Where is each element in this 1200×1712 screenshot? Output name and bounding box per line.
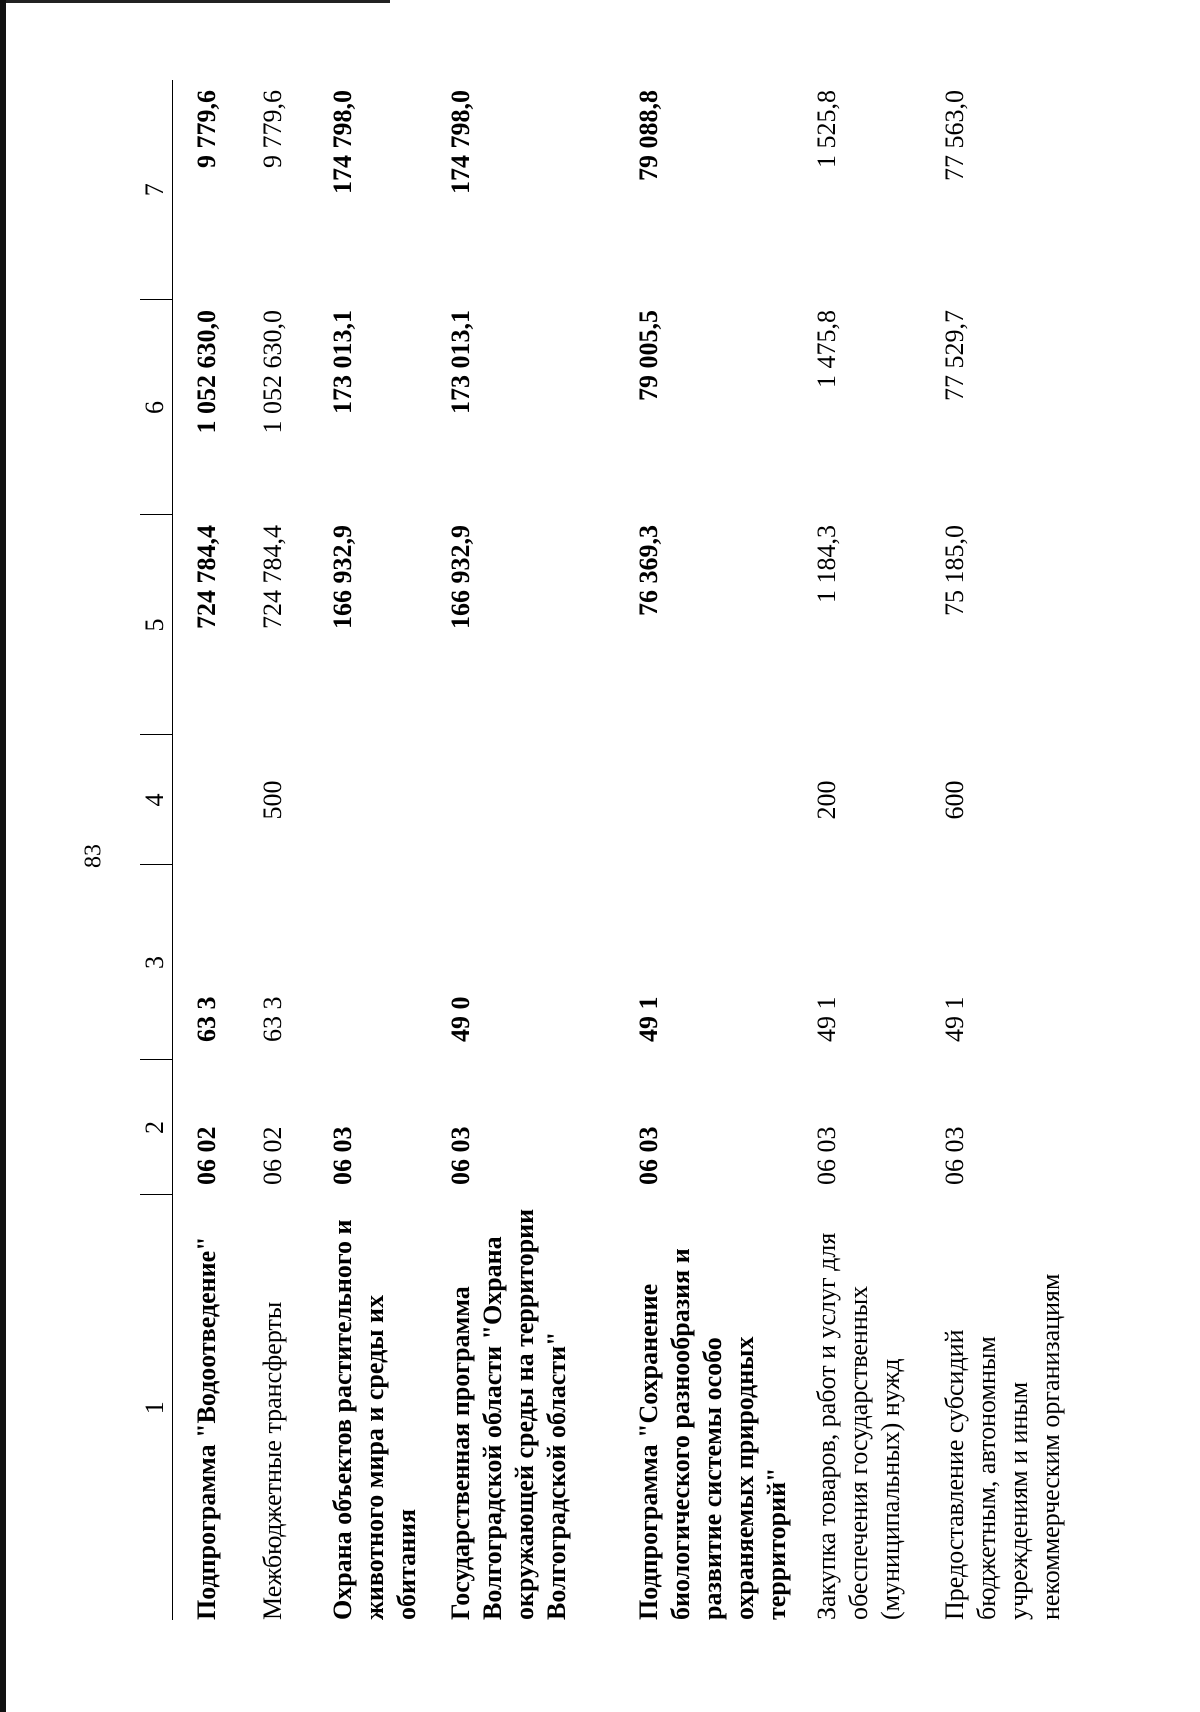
table-row [615, 80, 793, 1620]
row-section: 06 03 [812, 1126, 841, 1185]
table-row [173, 80, 240, 1620]
row-value-6: 1 052 630,0 [258, 310, 287, 434]
table-row [239, 80, 309, 1620]
row-value-5: 166 932,9 [446, 525, 475, 629]
row-section: 06 02 [258, 1126, 287, 1185]
header-col-7: 7 [140, 80, 173, 300]
table-row [427, 80, 615, 1620]
row-section: 06 03 [446, 1126, 475, 1185]
scan-edge-top [0, 0, 390, 3]
row-value-7: 79 088,8 [634, 90, 663, 181]
header-col-2: 2 [140, 1060, 173, 1195]
row-value-6: 77 529,7 [940, 310, 969, 401]
row-expense-type: 500 [258, 780, 287, 820]
row-target: 49 1 [812, 996, 841, 1042]
row-value-5: 1 184,3 [812, 525, 841, 603]
row-value-6: 1 475,8 [812, 310, 841, 388]
row-target: 49 1 [940, 996, 969, 1042]
row-target: 63 3 [192, 996, 221, 1042]
row-name: Охрана объектов растительного и животного мира и среды их обитания [328, 1219, 421, 1620]
row-expense-type [309, 735, 427, 865]
row-value-5: 724 784,4 [258, 525, 287, 629]
row-name: Государственная программа Волгоградской области "Охрана окружающей среды на территории Волгоградской области" [446, 1208, 571, 1620]
row-section: 06 03 [328, 1126, 357, 1185]
header-col-1: 1 [140, 1195, 173, 1620]
rotated-table-container [140, 80, 1140, 1620]
row-name: Предоставление субсидий бюджетным, автономным учреждениям и иным некоммерческим организациям [940, 1273, 1065, 1620]
row-name: Подпрограмма "Водоотведение" [192, 1236, 221, 1620]
scan-edge-left [0, 0, 6, 1712]
row-value-7: 1 525,8 [812, 90, 841, 168]
row-value-5: 76 369,3 [634, 525, 663, 616]
row-expense-type: 200 [812, 780, 841, 820]
header-col-5: 5 [140, 515, 173, 735]
row-value-7: 9 779,6 [258, 90, 287, 168]
row-value-5: 75 185,0 [940, 525, 969, 616]
row-section: 06 03 [940, 1126, 969, 1185]
row-expense-type [615, 735, 793, 865]
header-col-6: 6 [140, 300, 173, 515]
row-value-7: 174 798,0 [328, 90, 357, 194]
row-value-6: 173 013,1 [446, 310, 475, 414]
row-section: 06 02 [192, 1126, 221, 1185]
row-value-6: 79 005,5 [634, 310, 663, 401]
table-row [921, 80, 1069, 1620]
row-expense-type: 600 [940, 780, 969, 820]
row-value-5: 166 932,9 [328, 525, 357, 629]
row-value-6: 1 052 630,0 [192, 310, 221, 434]
row-name: Межбюджетные трансферты [258, 1301, 287, 1620]
row-target [309, 865, 427, 1060]
table-row [793, 80, 921, 1620]
row-value-7: 9 779,6 [192, 90, 221, 168]
table-row [309, 80, 427, 1620]
row-value-5: 724 784,4 [192, 525, 221, 629]
row-value-7: 174 798,0 [446, 90, 475, 194]
row-target: 63 3 [258, 996, 287, 1042]
budget-table [140, 80, 1069, 1620]
header-row [140, 80, 173, 1620]
page-number: 83 [80, 844, 107, 868]
row-value-6: 173 013,1 [328, 310, 357, 414]
row-name: Подпрограмма "Сохранение биологического разнообразия и развитие системы особо охраняемых природных территорий" [634, 1248, 791, 1620]
row-name: Закупка товаров, работ и услуг для обеспечения государственных (муниципальных) нужд [812, 1232, 905, 1620]
row-expense-type [173, 735, 240, 865]
row-target: 49 1 [634, 996, 663, 1042]
row-value-7: 77 563,0 [940, 90, 969, 181]
row-section: 06 03 [634, 1126, 663, 1185]
row-expense-type [427, 735, 615, 865]
row-target: 49 0 [446, 996, 475, 1042]
header-col-3: 3 [140, 865, 173, 1060]
header-col-4: 4 [140, 735, 173, 865]
